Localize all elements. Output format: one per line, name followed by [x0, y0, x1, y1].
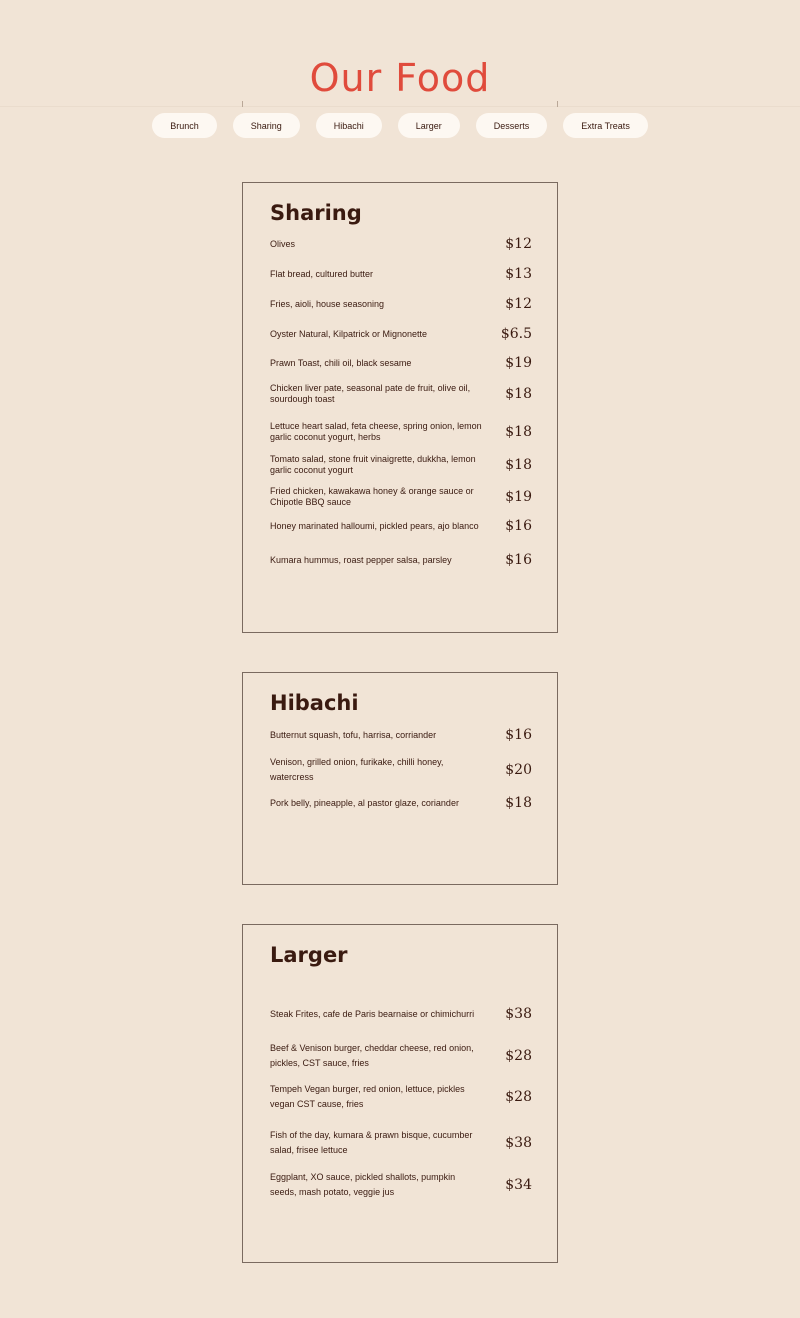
nav-pill-sharing[interactable]: Sharing — [233, 113, 300, 138]
nav-pill-desserts[interactable]: Desserts — [476, 113, 548, 138]
section-title: Hibachi — [270, 691, 359, 715]
menu-item — [270, 454, 532, 476]
menu-item — [270, 518, 532, 534]
nav-pill-extra-treats[interactable]: Extra Treats — [563, 113, 648, 138]
section-title: Larger — [270, 943, 348, 967]
menu-item-name: Eggplant, XO sauce, pickled shallots, pumpkin seeds, mash potato, veggie jus — [270, 1172, 456, 1197]
menu-item-name: Tomato salad, stone fruit vinaigrette, dukkha, lemon garlic coconut yogurt — [270, 454, 476, 475]
menu-item — [270, 1128, 532, 1158]
menu-item — [270, 486, 532, 508]
menu-item — [270, 755, 532, 785]
menu-item — [270, 795, 532, 811]
header-divider — [0, 106, 800, 107]
menu-item-price: $13 — [505, 266, 532, 282]
menu-item-name: Prawn Toast, chili oil, black sesame — [270, 357, 412, 368]
menu-item-price: $18 — [505, 795, 532, 811]
menu-item-name: Fish of the day, kumara & prawn bisque, cucumber salad, frisee lettuce — [270, 1130, 473, 1155]
menu-item-name: Fried chicken, kawakawa honey & orange sauce or Chipotle BBQ sauce — [270, 486, 474, 507]
menu-section-sharing — [242, 182, 558, 633]
menu-item — [270, 236, 532, 252]
menu-item-name: Tempeh Vegan burger, red onion, lettuce, pickles vegan CST cause, fries — [270, 1084, 465, 1109]
menu-section-larger — [242, 924, 558, 1263]
menu-item-name: Venison, grilled onion, furikake, chilli honey, watercress — [270, 757, 444, 782]
section-title: Sharing — [270, 201, 362, 225]
menu-item-price: $18 — [505, 386, 532, 402]
menu-item-price: $18 — [505, 424, 532, 440]
menu-item-price: $19 — [505, 355, 532, 371]
menu-item-name: Butternut squash, tofu, harrisa, corriander — [270, 729, 437, 740]
menu-item-name: Flat bread, cultured butter — [270, 268, 374, 279]
nav-pill-hibachi[interactable]: Hibachi — [316, 113, 382, 138]
header-tick-right — [557, 101, 558, 107]
menu-item-price: $12 — [505, 236, 532, 252]
menu-category-nav — [0, 113, 800, 138]
menu-item-price: $16 — [505, 727, 532, 743]
menu-item — [270, 326, 532, 342]
menu-item — [270, 1041, 532, 1071]
menu-item-price: $28 — [505, 1048, 532, 1064]
menu-item-price: $12 — [505, 296, 532, 312]
menu-item-name: Fries, aioli, house seasoning — [270, 298, 385, 309]
menu-section-hibachi — [242, 672, 558, 885]
menu-item-price: $38 — [505, 1006, 532, 1022]
page-title: Our Food — [309, 56, 491, 100]
menu-item — [270, 1082, 532, 1112]
menu-item — [270, 266, 532, 282]
nav-pill-brunch[interactable]: Brunch — [152, 113, 217, 138]
menu-item-name: Chicken liver pate, seasonal pate de fruit, olive oil, sourdough toast — [270, 383, 471, 404]
menu-item — [270, 355, 532, 371]
menu-item-price: $18 — [505, 457, 532, 473]
menu-item-price: $6.5 — [500, 326, 532, 342]
menu-item — [270, 727, 532, 743]
header-tick-left — [242, 101, 243, 107]
menu-item — [270, 383, 532, 405]
menu-item-price: $34 — [505, 1177, 532, 1193]
menu-item-price: $16 — [505, 552, 532, 568]
menu-item — [270, 421, 532, 443]
menu-item-name: Pork belly, pineapple, al pastor glaze, coriander — [270, 797, 459, 808]
menu-item — [270, 1170, 532, 1200]
menu-item-name: Beef & Venison burger, cheddar cheese, red onion, pickles, CST sauce, fries — [270, 1043, 474, 1068]
menu-item — [270, 296, 532, 312]
menu-item-price: $19 — [505, 489, 532, 505]
menu-item-name: Lettuce heart salad, feta cheese, spring onion, lemon garlic coconut yogurt, herbs — [270, 421, 482, 442]
menu-item-price: $38 — [505, 1135, 532, 1151]
menu-item — [270, 1006, 532, 1022]
menu-item-name: Kumara hummus, roast pepper salsa, parsley — [270, 554, 452, 565]
menu-item-price: $20 — [505, 762, 532, 778]
menu-item-name: Honey marinated halloumi, pickled pears, ajo blanco — [270, 520, 479, 531]
nav-pill-larger[interactable]: Larger — [398, 113, 460, 138]
menu-item-name: Steak Frites, cafe de Paris bearnaise or chimichurri — [270, 1008, 475, 1019]
menu-item-price: $16 — [505, 518, 532, 534]
menu-item-name: Olives — [270, 238, 296, 249]
menu-item — [270, 552, 532, 568]
menu-item-name: Oyster Natural, Kilpatrick or Mignonette — [270, 328, 428, 339]
menu-item-price: $28 — [505, 1089, 532, 1105]
